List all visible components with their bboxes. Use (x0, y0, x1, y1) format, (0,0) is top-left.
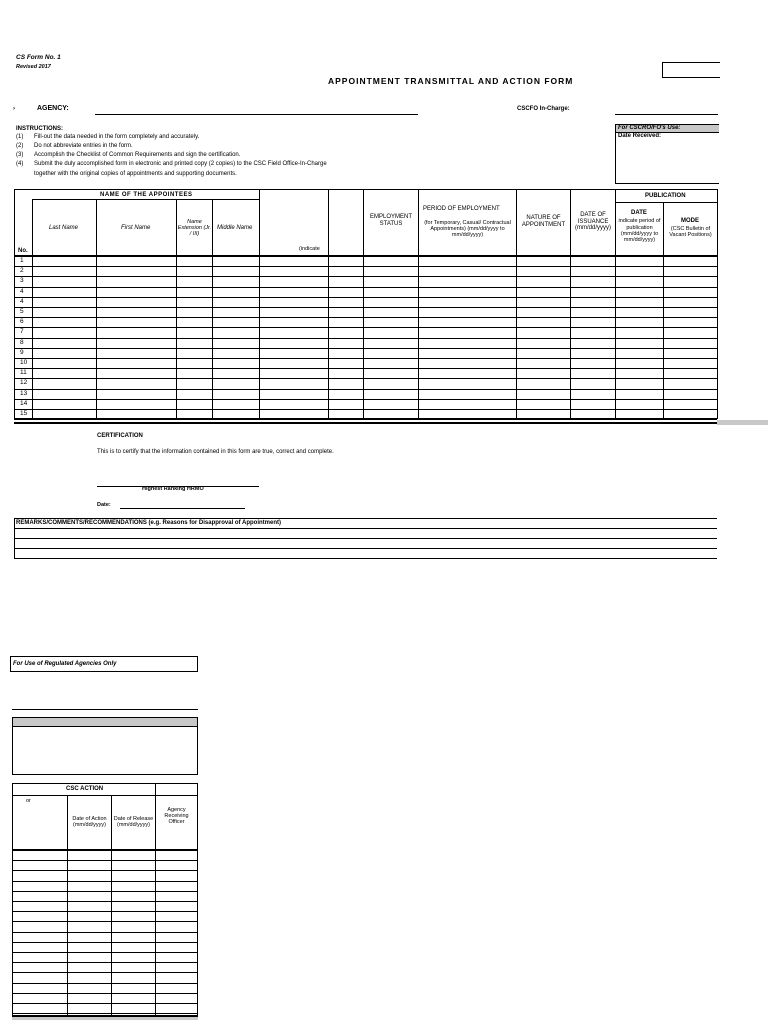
csc-action-row[interactable] (12, 1004, 198, 1014)
table-row[interactable] (14, 390, 717, 400)
table-row[interactable] (14, 349, 717, 359)
pub-date-sub: indicate period of publication (mm/dd/yyyy to mm/dd/yyyy) (618, 218, 661, 244)
row-number: 15 (20, 410, 28, 417)
nature-header: NATURE OF APPOINTMENT (521, 215, 566, 228)
table-row[interactable] (14, 379, 717, 389)
table-row[interactable] (14, 257, 717, 267)
csc-action-row[interactable] (12, 973, 198, 983)
instruction-num: (3) (16, 152, 24, 158)
csc-action-row[interactable] (12, 882, 198, 892)
row-number: 4 (20, 297, 24, 305)
date-label: Date: (97, 502, 111, 508)
row-number: 6 (20, 318, 24, 326)
csc-action-row[interactable] (12, 871, 198, 881)
date-issuance-header: DATE OF ISSUANCE (mm/dd/yyyy) (575, 211, 611, 232)
employment-status-header: EMPLOYMENT STATUS (369, 214, 412, 227)
csc-action-row[interactable] (12, 994, 198, 1004)
table-row[interactable] (14, 359, 717, 369)
appointees-table (0, 0, 768, 430)
csc-action-title: CSC ACTION (66, 786, 104, 792)
certification-heading: CERTIFICATION (97, 433, 143, 439)
instruction-num: (2) (16, 143, 24, 149)
row-number: 11 (20, 369, 27, 377)
last-name-header: Last Name (49, 225, 79, 231)
csc-action-row[interactable] (12, 912, 198, 922)
row-number: 3 (20, 277, 24, 285)
cscro-title: For CSCRO/FO's Use: (616, 125, 719, 133)
date-received-label: Date Received: (618, 133, 662, 139)
indicate-partial: (indicate (299, 246, 320, 252)
instruction-text: Submit the duly accomplished form in electronic and printed copy (2 copies) to the CSC Field Office-In-Charge (34, 161, 327, 167)
csc-action-row[interactable] (12, 861, 198, 871)
period-header: PERIOD OF EMPLOYMENT (423, 206, 500, 212)
csc-partial-or: or (26, 798, 31, 804)
csc-action-row[interactable] (12, 943, 198, 953)
remarks-label: REMARKS/COMMENTS/RECOMMENDATIONS (e.g. Reasons for Disapproval of Appointment) (16, 520, 282, 526)
table-row[interactable] (14, 308, 717, 318)
row-number: 14 (20, 399, 28, 407)
row-number: 10 (20, 359, 28, 366)
page-title: APPOINTMENT TRANSMITTAL AND ACTION FORM (328, 76, 574, 86)
row-number: 4 (20, 287, 24, 295)
table-row[interactable] (14, 410, 717, 420)
publication-header: PUBLICATION (645, 193, 686, 199)
revised-label: Revised 2017 (16, 64, 51, 70)
csc-action-row[interactable] (12, 984, 198, 994)
csc-action-row[interactable] (12, 902, 198, 912)
regulated-notes-box[interactable] (12, 717, 198, 775)
scroll-indicator[interactable] (717, 420, 768, 425)
signatory-label: Highest Ranking HRMO (142, 486, 204, 492)
middle-name-header: Middle Name (217, 225, 253, 231)
certification-text: This is to certify that the information contained in this form are true, correct and complete. (97, 449, 334, 455)
row-number: 5 (20, 308, 24, 315)
group-name-header: NAME OF THE APPOINTEES (100, 192, 193, 198)
csc-action-row[interactable] (12, 953, 198, 963)
csc-action-row[interactable] (12, 933, 198, 943)
instruction-text: Do not abbreviate entries in the form. (34, 143, 133, 149)
remarks-field[interactable] (15, 529, 717, 558)
row-number: 7 (20, 328, 24, 336)
table-row[interactable] (14, 298, 717, 308)
table-row[interactable] (14, 318, 717, 328)
agency-officer-header: Agency Receiving Officer (164, 806, 189, 826)
agency-label: AGENCY: (37, 105, 69, 112)
table-row[interactable] (14, 267, 717, 277)
date-release-header: Date of Release (mm/dd/yyyy) (113, 815, 154, 828)
table-row[interactable] (14, 288, 717, 298)
row-number: 13 (20, 389, 28, 397)
pub-date-header: DATE (631, 210, 647, 216)
date-field[interactable] (120, 508, 245, 509)
row-number: 1 (20, 257, 24, 264)
first-name-header: First Name (121, 225, 151, 231)
table-row[interactable] (14, 277, 717, 287)
cscfo-label: CSCFO In-Charge: (517, 106, 570, 112)
row-number: 12 (20, 379, 28, 387)
table-row[interactable] (14, 369, 717, 379)
instruction-text: Fill-out the data needed in the form completely and accurately. (34, 134, 200, 140)
form-number: CS Form No. 1 (16, 54, 61, 61)
name-ext-header: Name Extension (Jr. / III) (177, 218, 212, 238)
pub-mode-header: MODE (681, 218, 699, 224)
instructions-heading: INSTRUCTIONS: (16, 126, 63, 132)
instruction-num: (1) (16, 134, 24, 140)
table-row[interactable] (14, 339, 717, 349)
row-number: 8 (20, 338, 24, 346)
pub-mode-sub: (CSC Bulletin of Vacant Positions) (669, 225, 712, 238)
regulated-label: For Use of Regulated Agencies Only (13, 661, 117, 667)
table-row[interactable] (14, 328, 717, 338)
csc-action-row[interactable] (12, 851, 198, 861)
instruction-text: together with the original copies of appointments and supporting documents. (34, 171, 237, 177)
period-sub: (for Temporary, Casual/ Contractual Appointments) (mm/dd/yyyy to mm/dd/yyyy) (424, 219, 511, 239)
csc-action-row[interactable] (12, 922, 198, 932)
table-row[interactable] (14, 400, 717, 410)
no-header: No. (18, 248, 28, 254)
regulated-agencies-box (10, 656, 198, 672)
csc-action-row[interactable] (12, 963, 198, 973)
date-action-header: Date of Action (mm/dd/yyyy) (72, 815, 107, 828)
row-number: 9 (20, 348, 24, 356)
instruction-num: (4) (16, 161, 24, 167)
row-number: 2 (20, 267, 24, 275)
instruction-text: Accomplish the Checklist of Common Requirements and sign the certification. (34, 152, 241, 158)
csc-action-row[interactable] (12, 892, 198, 902)
